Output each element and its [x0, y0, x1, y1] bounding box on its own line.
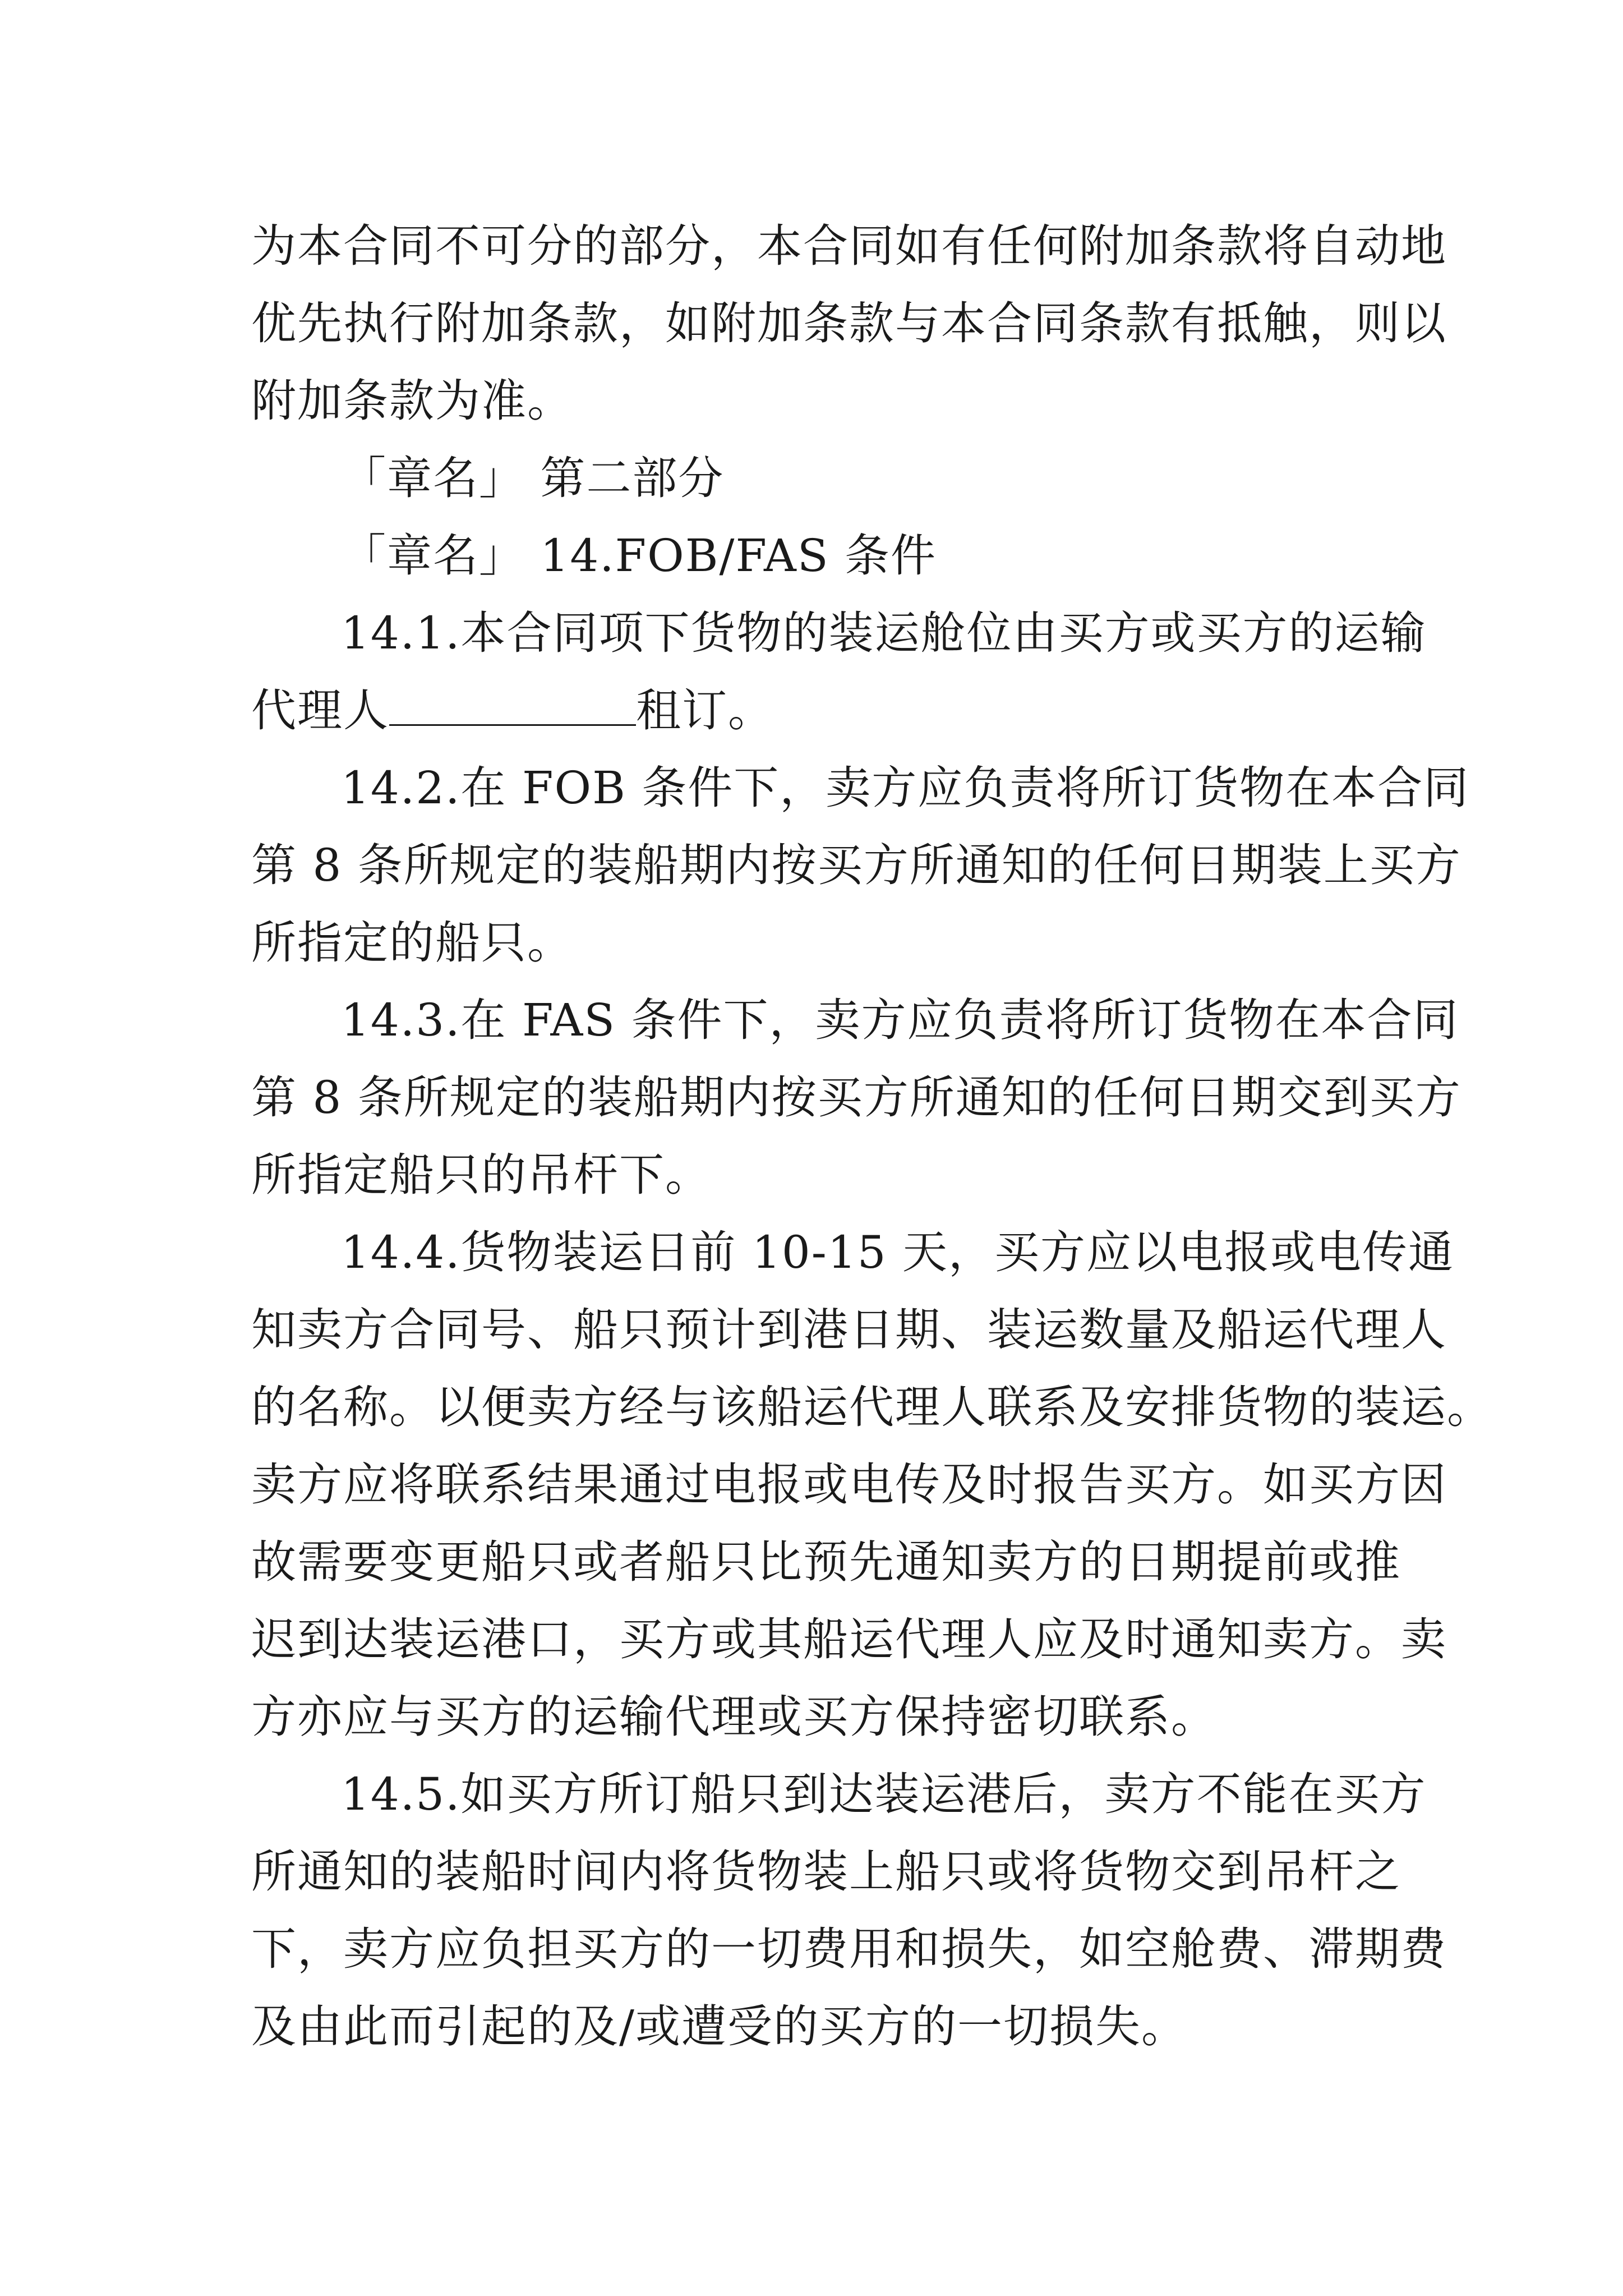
clause-14-5-line-4: 及由此而引起的及/或遭受的买方的一切损失。: [251, 2000, 1187, 2053]
clause-14-1: [251, 595, 1427, 749]
clause-14-4-line-2: 知卖方合同号、船只预计到港日期、装运数量及船运代理人: [251, 1304, 1447, 1356]
clause-14-2-line-3: 所指定的船只。: [251, 917, 573, 969]
clause-14-3: [251, 982, 1461, 1214]
intro-line-2: 优先执行附加条款，如附加条款与本合同条款有抵触，则以: [251, 297, 1447, 349]
clause-14-4-line-6: 迟到达装运港口，买方或其船运代理人应及时通知卖方。卖: [251, 1613, 1447, 1665]
chapter-title-heading: 「章名」 14.FOB/FAS 条件: [341, 530, 937, 582]
intro-line-3: 附加条款为准。: [251, 375, 573, 427]
clause-14-5-line-1: 14.5.如买方所订船只到达装运港后，卖方不能在买方: [341, 1768, 1427, 1820]
clause-14-4-line-5: 故需要变更船只或者船只比预先通知卖方的日期提前或推: [251, 1536, 1401, 1588]
clause-14-1-line-2: [251, 672, 1395, 749]
clause-14-5-line-3: 下，卖方应负担买方的一切费用和损失，如空舱费、滞期费: [251, 1923, 1447, 1975]
clause-14-1-line-1: 14.1.本合同项下货物的装运舱位由买方或买方的运输: [341, 607, 1427, 659]
clause-14-1-text-before-blank: 代理人: [251, 684, 389, 737]
clause-14-2: [251, 749, 1470, 982]
clause-14-4-line-4: 卖方应将联系结果通过电报或电传及时报告买方。如买方因: [251, 1458, 1447, 1511]
contract-page: [251, 208, 1493, 2065]
clause-14-1-text-after-blank: 租订。: [636, 684, 774, 737]
clause-14-2-line-1: 14.2.在 FOB 条件下，卖方应负责将所订货物在本合同: [341, 762, 1470, 814]
clause-14-3-line-3: 所指定船只的吊杆下。: [251, 1149, 711, 1201]
intro-paragraph: [251, 208, 1447, 440]
chapter-part-heading: 「章名」 第二部分: [341, 452, 725, 504]
clause-14-5: [251, 1756, 1447, 2065]
clause-14-4: [251, 1214, 1493, 1756]
agent-name-blank: [389, 685, 636, 726]
clause-14-4-line-7: 方亦应与买方的运输代理或买方保持密切联系。: [251, 1691, 1217, 1743]
clause-14-5-line-2: 所通知的装船时间内将货物装上船只或将货物交到吊杆之: [251, 1846, 1401, 1898]
intro-line-1: 为本合同不可分的部分，本合同如有任何附加条款将自动地: [251, 220, 1447, 272]
clause-14-4-line-3: 的名称。以便卖方经与该船运代理人联系及安排货物的装运。: [251, 1381, 1493, 1433]
clause-14-2-line-2: 第 8 条所规定的装船期内按买方所通知的任何日期装上买方: [251, 839, 1461, 891]
clause-14-4-line-1: 14.4.货物装运日前 10-15 天，买方应以电报或电传通: [341, 1226, 1455, 1278]
clause-14-3-line-2: 第 8 条所规定的装船期内按买方所通知的任何日期交到买方: [251, 1071, 1461, 1124]
clause-14-3-line-1: 14.3.在 FAS 条件下，卖方应负责将所订货物在本合同: [341, 994, 1459, 1046]
